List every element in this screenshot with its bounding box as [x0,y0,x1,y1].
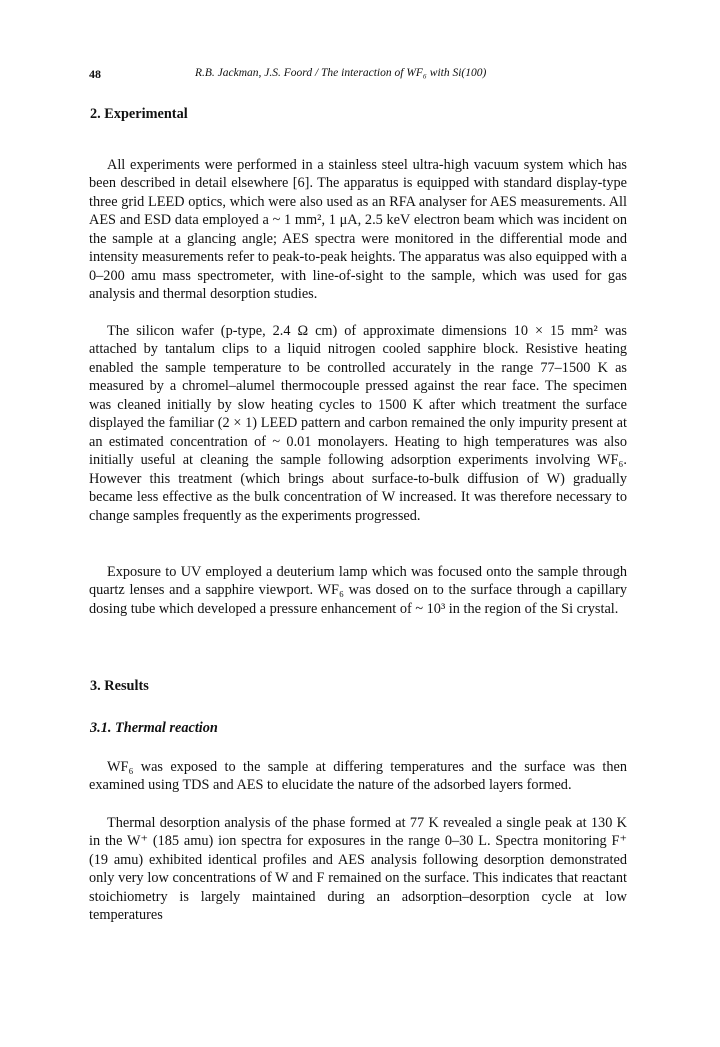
paragraph-apparatus: All experiments were performed in a stainless steel ultra-high vacuum system which has been described in detail elsewhere [6]. The apparatus is equipped with standard display-type three grid LEED optics, which were also used as an RFA analyser for AES measurements. All AES and ESD data employed a ~ 1 mm², 1 μA, 2.5 keV electron beam which was incident on the sample at a glancing angle; AES spectra were monitored in the differential mode and intensity measurements refer to peak-to-peak heights. The apparatus was also equipped with a 0–200 amu mass spectrometer, with line-of-sight to the sample, which was used for gas analysis and thermal desorption studies. [89,157,627,303]
paragraph-wf6-exposure: WF₆ was exposed to the sample at differing temperatures and the surface was then examined using TDS and AES to elucidate the nature of the adsorbed layers formed. [89,759,627,794]
paragraph-thermal-desorption: Thermal desorption analysis of the phase formed at 77 K revealed a single peak at 130 K in the W⁺ (185 amu) ion spectra for exposures in the range 0–30 L. Spectra monitoring F⁺ (19 amu) exhibited identical profiles and AES analysis following desorption demonstrated only very low concentrations of W and F remained on the surface. This indicates that reactant stoichiometry is largely maintained during an adsorption–desorption cycle at low temperatures [89,815,627,924]
section-heading-experimental: 2. Experimental [90,106,188,122]
page-number: 48 [89,67,101,81]
running-header [89,67,627,85]
paragraph-uv-exposure: Exposure to UV employed a deuterium lamp which was focused onto the sample through quartz lenses and a sapphire viewport. WF₆ was dosed on to the surface through a capillary dosing tube which developed a pressure enhancement of ~ 10³ in the region of the Si crystal. [89,564,627,617]
paragraph-silicon-wafer: The silicon wafer (p-type, 2.4 Ω cm) of approximate dimensions 10 × 15 mm² was attached by tantalum clips to a liquid nitrogen cooled sapphire block. Resistive heating enabled the sample temperature to be controlled accurately in the range 77–1500 K as measured by a chromel–alumel thermocouple pressed against the rear face. The specimen was cleaned initially by slow heating cycles to 1500 K after which treatment the surface displayed the familiar (2 × 1) LEED pattern and carbon remained the only impurity present at an estimated concentration of ~ 0.01 monolayers. Heating to high temperatures was also initially useful at cleaning the sample following adsorption experiments involving WF₆. However this treatment (which brings about surface-to-bulk diffusion of W) gradually became less effective as the bulk concentration of W increased. It was therefore necessary to change samples frequently as the experiments progressed. [89,323,627,524]
running-title: R.B. Jackman, J.S. Foord / The interaction of WF₆ with Si(100) [195,67,487,79]
section-heading-results: 3. Results [90,678,149,694]
subsection-heading-thermal-reaction: 3.1. Thermal reaction [90,720,218,736]
